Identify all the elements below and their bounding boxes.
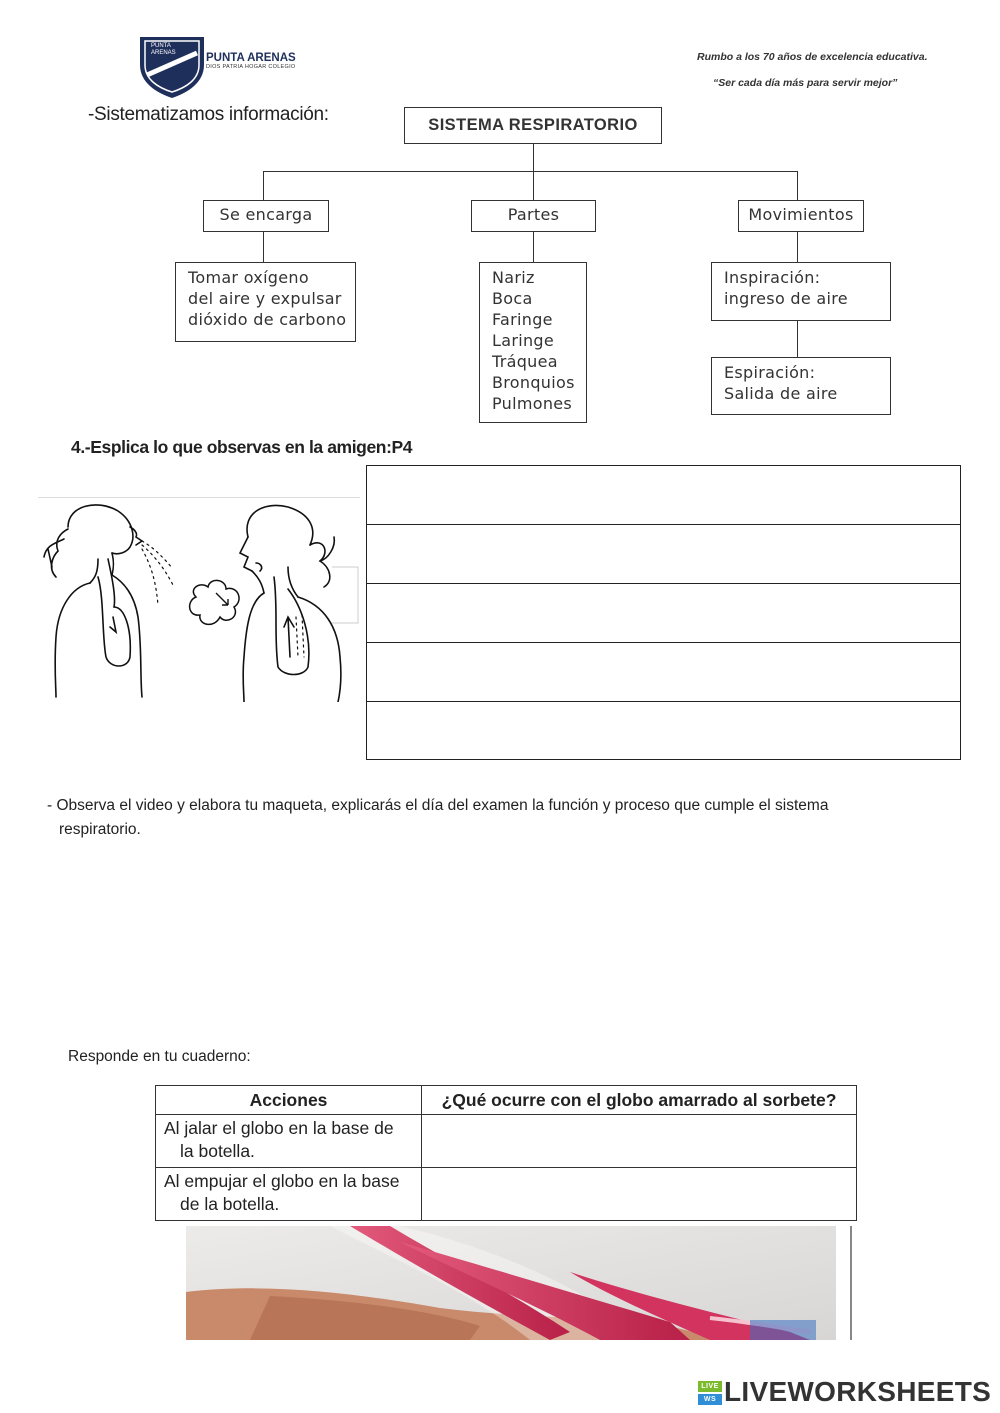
connector-encarga-content (263, 232, 264, 262)
partes-item: Laringe (492, 331, 554, 350)
school-name-b: ARENAS (247, 52, 296, 64)
connector-inspiracion-espiracion (797, 321, 798, 357)
connector-branch-3 (797, 171, 798, 200)
encarga-content (175, 262, 356, 342)
action-cell (156, 1168, 422, 1221)
answer-row-1[interactable] (366, 465, 961, 525)
root-node (404, 107, 662, 144)
intro-text: -Sistematizamos información: (88, 104, 329, 125)
connector-movimientos-content (797, 232, 798, 262)
tagline-2: “Ser cada día más para servir mejor” (713, 77, 898, 89)
answer-row-4[interactable] (366, 642, 961, 702)
tagline-1: Rumbo a los 70 años de excelencia educativa. (697, 51, 928, 63)
connector-branch-2 (533, 171, 534, 200)
question-4-title: 4.-Esplica lo que observas en la amigen:P4 (71, 437, 413, 457)
actions-table (155, 1085, 857, 1221)
table-header-acciones: Acciones (156, 1086, 422, 1115)
partes-item: Boca (492, 289, 533, 308)
partes-content (479, 262, 587, 423)
branch-title-partes-label: Partes (507, 205, 560, 224)
brand-name: LIVEWORKSHEETS (724, 1376, 992, 1407)
root-node-label: SISTEMA RESPIRATORIO (428, 116, 638, 134)
inspiracion-content (711, 262, 891, 321)
branch-title-movimientos (738, 200, 864, 232)
connector-root (533, 144, 534, 172)
table-header-question: ¿Qué ocurre con el globo amarrado al sorbete? (422, 1086, 857, 1115)
brand-mark (698, 1381, 722, 1405)
espiracion-line-2: Salida de aire (724, 384, 838, 403)
connector-horizontal (263, 171, 798, 172)
school-name-a: PUNTA (206, 52, 245, 64)
logo-text-2: ARENAS (151, 50, 176, 56)
action-1-line-1: Al jalar el globo en la base de (164, 1118, 394, 1138)
bottle-photo (150, 1222, 862, 1340)
connector-branch-1 (263, 171, 264, 200)
espiracion-content (711, 357, 891, 415)
connector-partes-content (533, 232, 534, 262)
table-row (156, 1115, 857, 1168)
encarga-line-3: dióxido de carbono (188, 310, 347, 329)
espiracion-line-1: Espiración: (724, 363, 816, 382)
branch-title-partes (471, 200, 596, 232)
responde-text: Responde en tu cuaderno: (68, 1048, 251, 1065)
instruction-line-2: respiratorio. (59, 821, 141, 838)
branch-title-encarga (203, 200, 329, 232)
encarga-line-1: Tomar oxígeno (188, 268, 309, 287)
partes-item: Tráquea (492, 352, 558, 371)
table-header-row (156, 1086, 857, 1115)
partes-item: Nariz (492, 268, 535, 287)
brand-mark-bottom: WS (698, 1394, 722, 1405)
brand-mark-top: LIVE (698, 1381, 722, 1392)
action-1-line-2: la botella. (180, 1141, 255, 1161)
encarga-line-2: del aire y expulsar (188, 289, 342, 308)
action-2-line-1: Al empujar el globo en la base (164, 1171, 400, 1191)
answer-cell-2[interactable] (422, 1168, 857, 1221)
action-cell (156, 1115, 422, 1168)
school-motto: DIOS PATRIA HOGAR COLEGIO (206, 64, 296, 70)
inspiracion-line-1: Inspiración: (724, 268, 821, 287)
instruction-line-1: - Observa el video y elabora tu maqueta, explicarás el día del examen la función y proceso que cumple el sistema (47, 797, 829, 814)
breathing-illustration (38, 497, 360, 702)
table-row (156, 1168, 857, 1221)
answer-cell-1[interactable] (422, 1115, 857, 1168)
answer-row-5[interactable] (366, 701, 961, 760)
logo-text-1: PUNTA (151, 43, 171, 49)
branch-title-encarga-label: Se encarga (219, 205, 313, 224)
school-name (206, 52, 296, 64)
school-logo (137, 35, 207, 99)
partes-item: Pulmones (492, 394, 573, 413)
answer-row-2[interactable] (366, 524, 961, 584)
answer-row-3[interactable] (366, 583, 961, 643)
inspiracion-line-2: ingreso de aire (724, 289, 848, 308)
action-2-line-2: de la botella. (180, 1194, 280, 1214)
partes-item: Bronquios (492, 373, 575, 392)
partes-item: Faringe (492, 310, 553, 329)
branch-title-movimientos-label: Movimientos (748, 205, 854, 224)
